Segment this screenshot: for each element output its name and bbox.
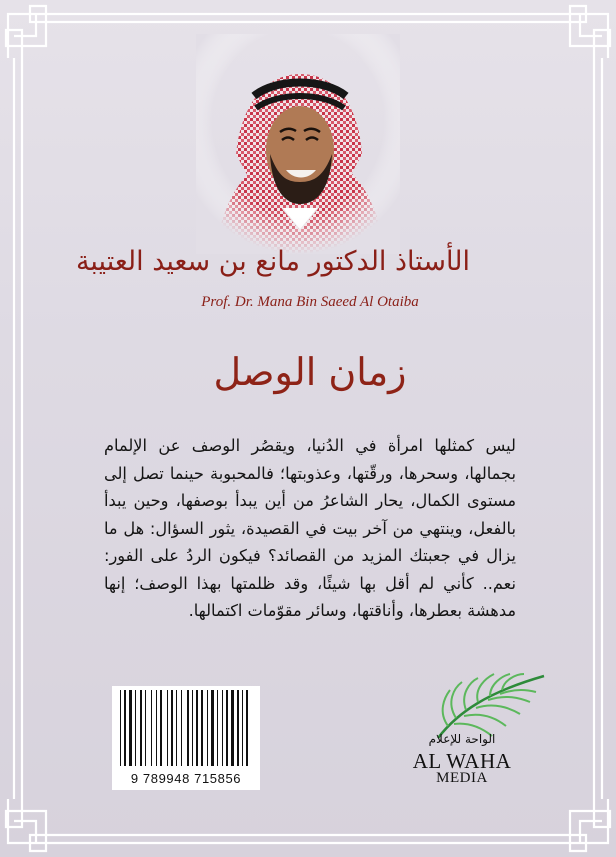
author-portrait	[196, 34, 400, 254]
isbn-barcode	[112, 686, 260, 790]
barcode-bar	[187, 690, 189, 766]
barcode-bar	[196, 690, 198, 766]
barcode-bar	[222, 690, 223, 766]
barcode-bar	[167, 690, 168, 766]
barcode-bar	[207, 690, 208, 766]
barcode-bar	[176, 690, 177, 766]
publisher-logo	[398, 672, 548, 792]
barcode-bar	[145, 690, 146, 766]
barcode-bar	[211, 690, 214, 766]
book-blurb: ليس كمثلها امرأة في الدُنيا، ويقصُر الوصف عن الإلمام بجمالها، وسحرها، ورقّتها، وعذوبتها؛ فالمحبوبة حينما تصل إلى مستوى الكمال، يحار الشاعرُ من أين يبدأ بوصفها، وحين يبدأ بالفعل، وينتهي من آخر بيت في القصيدة، يثور السؤال: هل ما يزال في جعبتك المزيد من القصائد؟ فيكون الردُ على الفور: نعم.. كأني لم أقل بها شيئًا، وقد ظلمتها بهذا الوصف؛ إنها مدهشة بعطرها، وأناقتها، وسائر مقوّمات اكتمالها.	[104, 436, 516, 620]
publisher-name-english-line1: AL WAHA	[412, 749, 512, 773]
publisher-name-arabic: الواحة للإعلام	[428, 732, 496, 746]
book-title: زمان الوصل	[213, 350, 407, 394]
barcode-bar	[135, 690, 136, 766]
barcode-bar	[217, 690, 218, 766]
publisher-name-english-line2: MEDIA	[436, 770, 488, 786]
isbn-digits: 9 789948 715856	[130, 771, 242, 786]
author-name-english: Prof. Dr. Mana Bin Saeed Al Otaiba	[201, 294, 419, 310]
barcode-bars	[112, 686, 260, 770]
barcode-bar	[201, 690, 203, 766]
barcode-bar	[151, 690, 152, 766]
barcode-bar	[129, 690, 132, 766]
author-portrait-illustration	[196, 34, 400, 254]
barcode-bar	[231, 690, 234, 766]
barcode-bar	[171, 690, 173, 766]
barcode-bar	[246, 690, 248, 766]
barcode-bar	[181, 690, 182, 766]
barcode-bar	[237, 690, 239, 766]
barcode-bar	[124, 690, 126, 766]
barcode-bar	[120, 690, 121, 766]
barcode-bar	[226, 690, 228, 766]
barcode-bar	[140, 690, 142, 766]
barcode-bar	[156, 690, 157, 766]
barcode-bar	[242, 690, 243, 766]
author-name-arabic: الأستاذ الدكتور مانع بن سعيد العتيبة	[75, 246, 470, 277]
barcode-bar	[192, 690, 193, 766]
barcode-bar	[160, 690, 162, 766]
